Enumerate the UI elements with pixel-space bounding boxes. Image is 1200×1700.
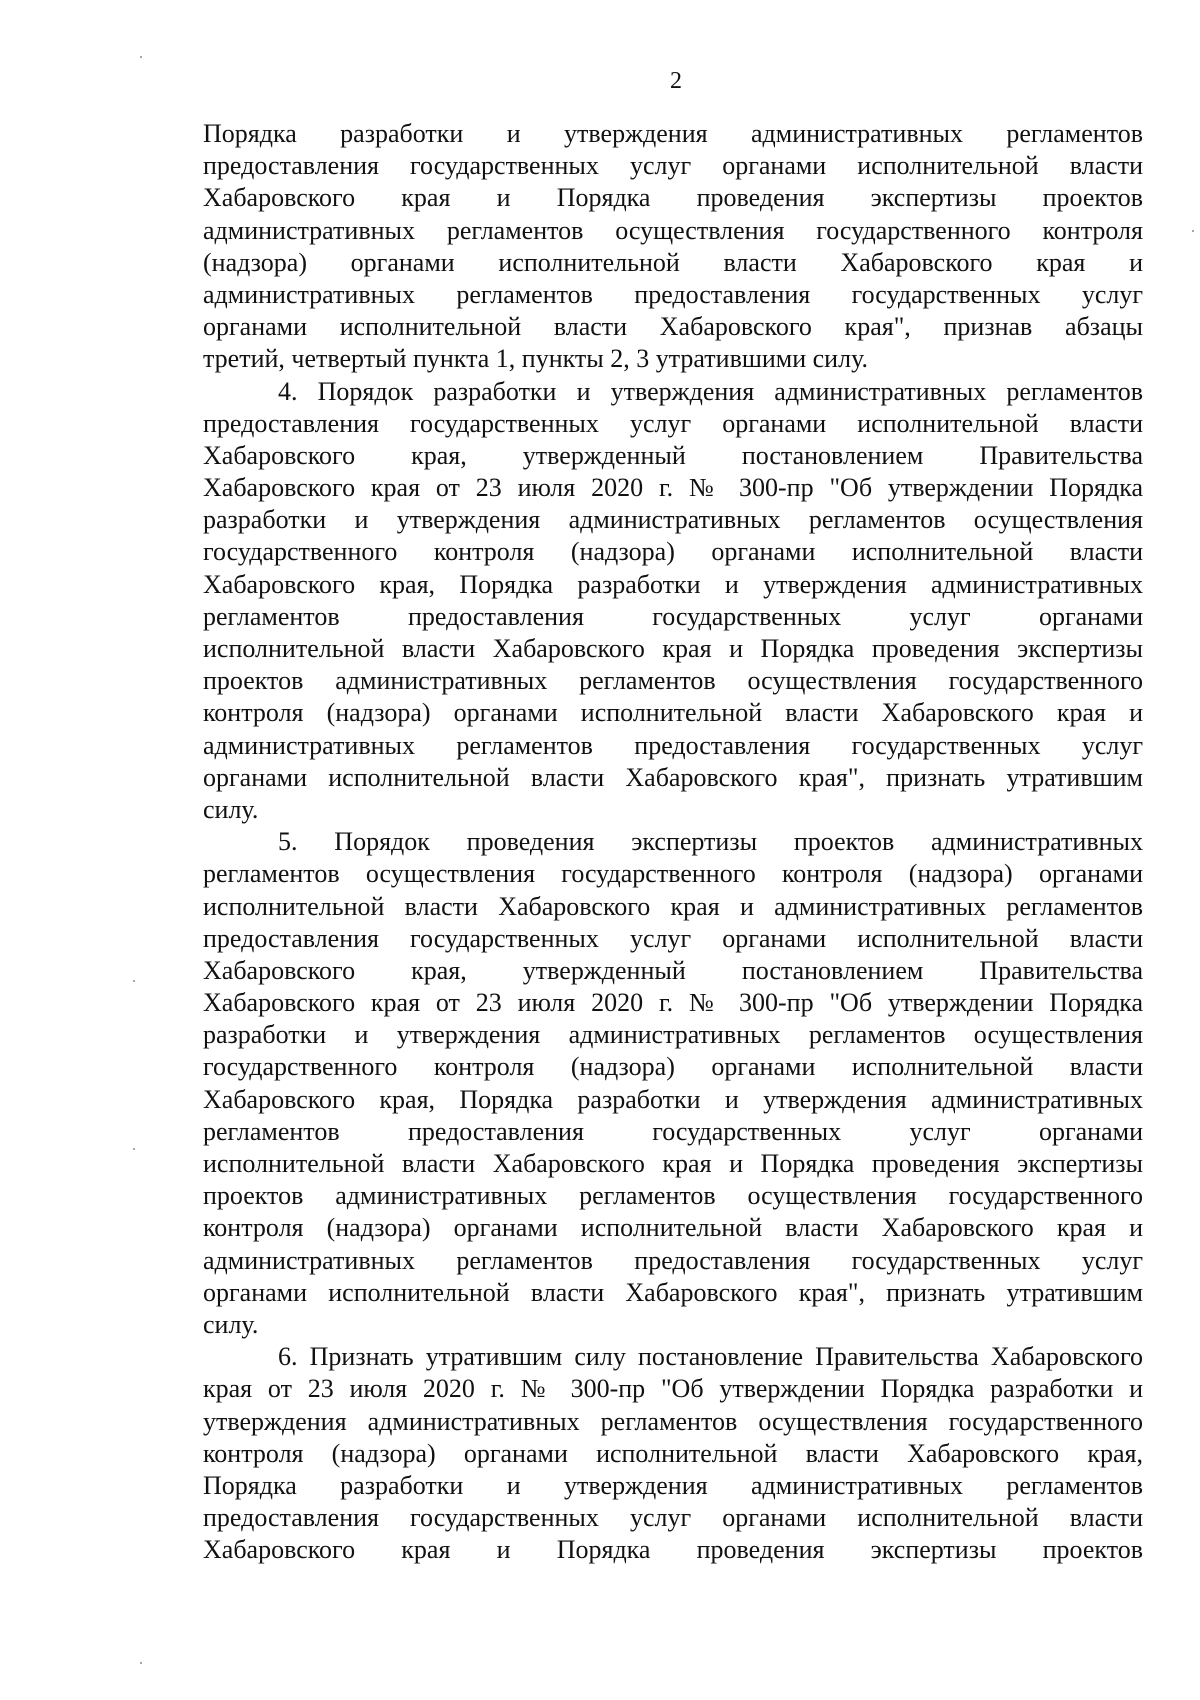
text-line: Хабаровского края и Порядка проведения экспертизы проектов	[203, 183, 1143, 213]
text-line: регламентов предоставления государственных услуг органами	[203, 601, 1143, 631]
text-line: исполнительной власти Хабаровского края и Порядка проведения экспертизы	[203, 634, 1143, 663]
text-line: предоставления государственных услуг органами исполнительной власти	[203, 923, 1143, 953]
text-line: органами исполнительной власти Хабаровского края", признав абзацы	[203, 312, 1143, 342]
text-line: государственного контроля (надзора) органами исполнительной власти	[203, 1052, 1143, 1082]
text-line: исполнительной власти Хабаровского края и административных регламентов	[203, 891, 1143, 921]
text-line: контроля (надзора) органами исполнительной власти Хабаровского края и	[203, 698, 1143, 728]
text-line: Хабаровского края, Порядка разработки и утверждения административных	[203, 569, 1143, 599]
text-line: края от 23 июля 2020 г. № 300-пр "Об утверждении Порядка разработки и	[203, 1374, 1143, 1404]
scan-speck	[140, 1662, 142, 1664]
text-line: Хабаровского края, Порядка разработки и утверждения административных	[203, 1084, 1143, 1114]
text-line: административных регламентов предоставления государственных услуг	[203, 1245, 1143, 1275]
text-line: государственного контроля (надзора) органами исполнительной власти	[203, 537, 1143, 567]
text-line: органами исполнительной власти Хабаровского края", признать утратившим	[203, 762, 1143, 792]
text-line: Порядка разработки и утверждения административных регламентов	[203, 119, 1143, 148]
text-line: силу.	[203, 1309, 259, 1339]
text-line: 6. Признать утратившим силу постановление Правительства Хабаровского	[278, 1342, 1143, 1372]
scan-speck	[133, 980, 135, 982]
text-line: (надзора) органами исполнительной власти Хабаровского края и	[203, 247, 1143, 277]
text-line: 5. Порядок проведения экспертизы проектов административных	[278, 827, 1143, 857]
scan-speck	[133, 1148, 135, 1150]
text-line: проектов административных регламентов осуществления государственного	[203, 1181, 1143, 1211]
scan-speck	[140, 56, 142, 58]
text-line: контроля (надзора) органами исполнительной власти Хабаровского края и	[203, 1213, 1143, 1243]
text-line: исполнительной власти Хабаровского края и Порядка проведения экспертизы	[203, 1149, 1143, 1178]
text-line: Хабаровского края от 23 июля 2020 г. № 300-пр "Об утверждении Порядка	[203, 473, 1143, 503]
text-line: Порядка разработки и утверждения административных регламентов	[203, 1470, 1143, 1500]
page-number: 2	[670, 68, 682, 94]
text-line: Хабаровского края, утвержденный постановлением Правительства	[203, 955, 1143, 985]
text-line: предоставления государственных услуг органами исполнительной власти	[203, 1503, 1143, 1533]
text-line: предоставления государственных услуг органами исполнительной власти	[203, 408, 1143, 438]
text-line: разработки и утверждения административных регламентов осуществления	[203, 505, 1143, 535]
text-line: силу.	[203, 794, 259, 824]
text-line: третий, четвертый пункта 1, пункты 2, 3 утратившими силу.	[203, 344, 868, 374]
text-line: органами исполнительной власти Хабаровского края", признать утратившим	[203, 1277, 1143, 1307]
text-line: Хабаровского края от 23 июля 2020 г. № 300-пр "Об утверждении Порядка	[203, 988, 1143, 1018]
text-line: административных регламентов предоставления государственных услуг	[203, 730, 1143, 760]
text-line: разработки и утверждения административных регламентов осуществления	[203, 1020, 1143, 1050]
text-line: административных регламентов осуществления государственного контроля	[203, 215, 1143, 245]
document-body	[203, 118, 1143, 1566]
text-line: административных регламентов предоставления государственных услуг	[203, 279, 1143, 309]
text-line: утверждения административных регламентов осуществления государственного	[203, 1406, 1143, 1436]
scan-speck	[1192, 230, 1194, 232]
text-line: предоставления государственных услуг органами исполнительной власти	[203, 151, 1143, 181]
text-line: Хабаровского края, утвержденный постановлением Правительства	[203, 440, 1143, 470]
text-line: проектов административных регламентов осуществления государственного	[203, 666, 1143, 696]
text-line: регламентов предоставления государственных услуг органами	[203, 1116, 1143, 1146]
text-line: контроля (надзора) органами исполнительной власти Хабаровского края,	[203, 1438, 1143, 1468]
text-line: 4. Порядок разработки и утверждения административных регламентов	[278, 376, 1143, 406]
text-line: Хабаровского края и Порядка проведения экспертизы проектов	[203, 1535, 1143, 1565]
text-line: регламентов осуществления государственного контроля (надзора) органами	[203, 859, 1143, 889]
